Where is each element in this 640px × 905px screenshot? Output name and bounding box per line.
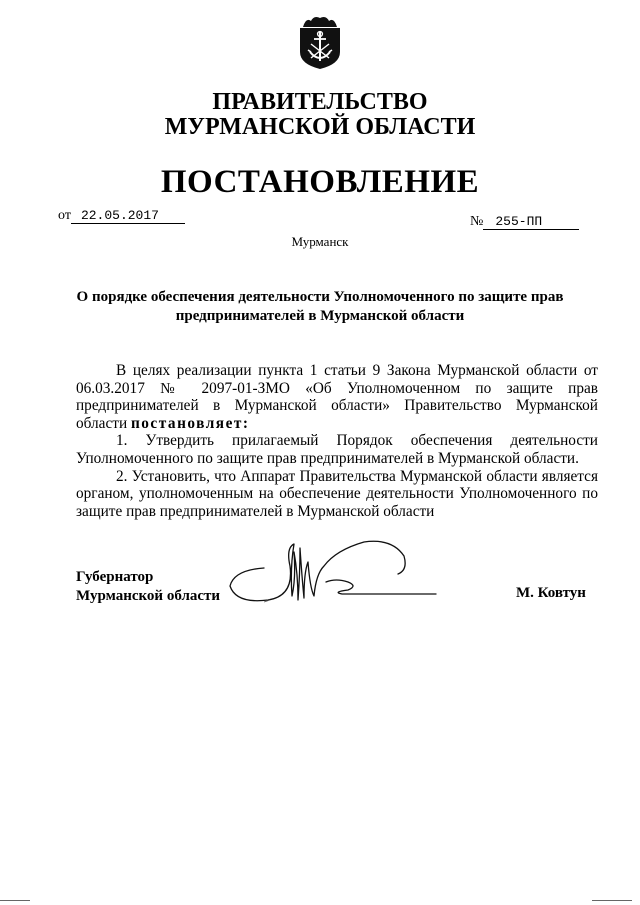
document-subject <box>0 288 640 326</box>
subject-line1: О порядке обеспечения деятельности Уполномоченного по защите прав <box>76 289 564 305</box>
item-1: 1. Утвердить прилагаемый Порядок обеспечения деятельности Уполномоченного по защите прав предпринимателей в Мурманской области. <box>76 432 598 467</box>
signer-position-line1: Губернатор <box>76 569 154 585</box>
government-title-line2: МУРМАНСКОЙ ОБЛАСТИ <box>164 114 476 140</box>
city: Мурманск <box>291 234 349 249</box>
signer-name: М. Ковтун <box>516 585 586 601</box>
intro-paragraph: В целях реализации пункта 1 статьи 9 Закона Мурманской области от 06.03.2017 № 2097-01-ЗМО «Об Уполномоченном по защите прав предпринимателей в Мурманской области» Правительство Мурманской области постановляет: <box>76 362 598 432</box>
handwritten-signature <box>224 538 446 608</box>
item-2: 2. Установить, что Аппарат Правительства Мурманской области является органом, уполномоченным на обеспечение деятельности Уполномоченного по защите прав предпринимателей в Мурманской области <box>76 467 598 520</box>
intro-text: В целях реализации пункта 1 статьи 9 Закона Мурманской области от 06.03.2017 № 2097-01-ЗМО «Об Уполномоченном по защите прав предпринимателей в Мурманской области» Правительство Мурманской области <box>76 362 598 432</box>
signer-position <box>76 568 220 606</box>
resolves-word: постановляет <box>130 414 243 432</box>
bottom-rule-left <box>0 900 30 901</box>
document-body <box>76 362 598 520</box>
coat-of-arms-icon <box>297 14 343 70</box>
date-prefix: от <box>58 208 71 223</box>
government-title-line1: ПРАВИТЕЛЬСТВО <box>212 89 428 115</box>
signer-position-line2: Мурманской области <box>76 588 221 604</box>
number-prefix: № <box>470 214 484 229</box>
date-value: 22.05.2017 <box>71 208 185 224</box>
date-field <box>58 208 185 224</box>
subject-line2: предпринимателей в Мурманской области <box>175 308 465 324</box>
document-type: ПОСТАНОВЛЕНИЕ <box>160 164 480 200</box>
number-field <box>470 214 579 230</box>
number-value: 255-ПП <box>483 214 579 230</box>
bottom-rule-right <box>592 900 632 901</box>
